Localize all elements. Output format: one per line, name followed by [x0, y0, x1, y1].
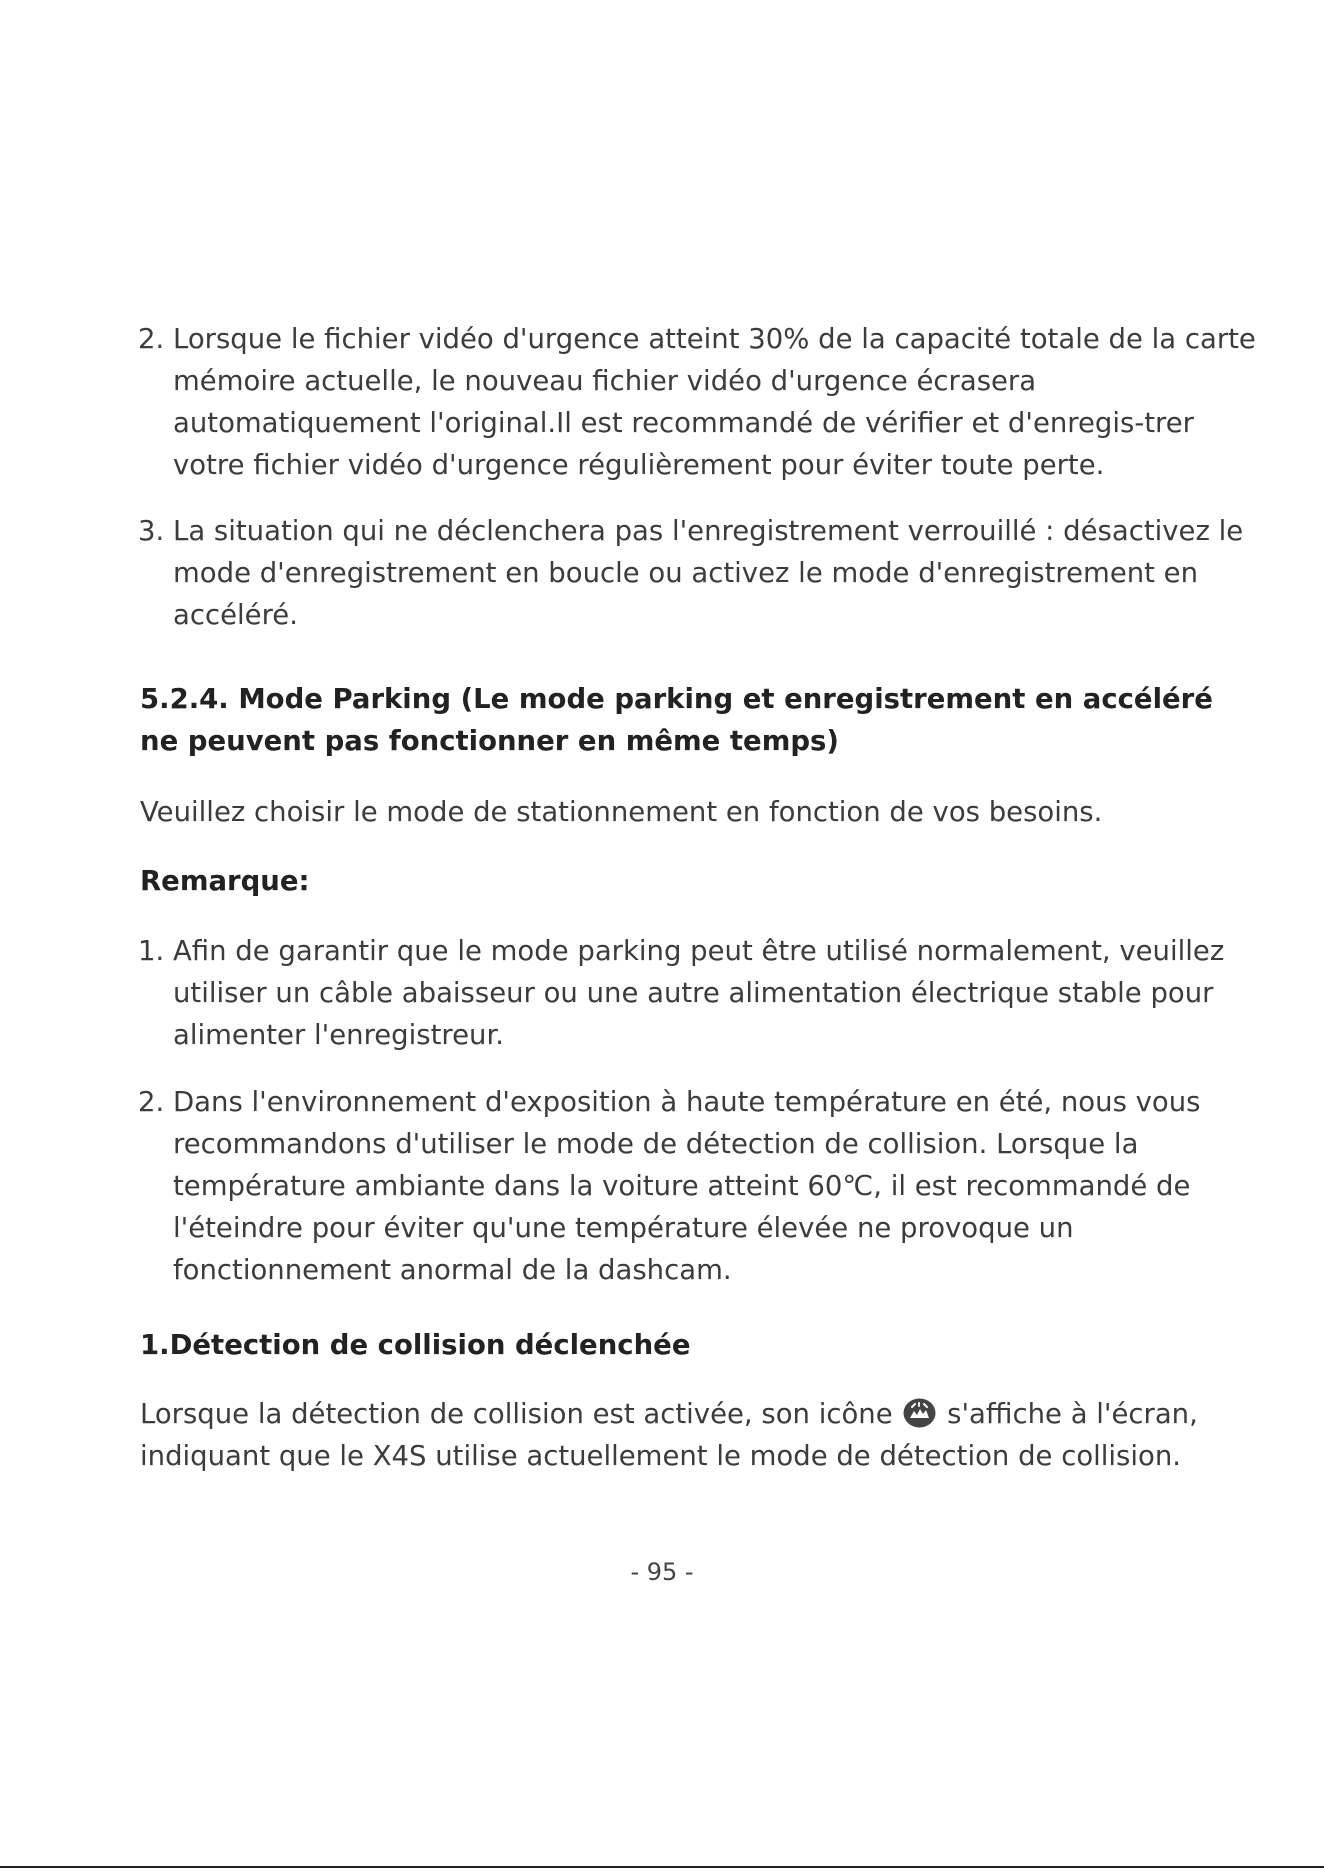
list-item-number: 2. [138, 323, 165, 355]
list-item-text: Lorsque le fichier vidéo d'urgence atteint 30% de la capacité totale de la carte mémoire actuelle, le nouveau fichier vidéo d'urgence écrasera automatiquement l'original.Il est recommandé de vérifier et d'enregis-trer votre fichier vidéo d'urgence régulièrement pour éviter toute perte. [173, 323, 1256, 481]
remark-item-number: 1. [138, 935, 165, 967]
bottom-rule [0, 1866, 1324, 1868]
collision-paragraph [140, 1393, 1260, 1477]
section-heading: 5.2.4. Mode Parking (Le mode parking et enregistrement en accéléré ne peuvent pas fonctionner en même temps) [140, 683, 1213, 757]
collision-detection-icon [903, 1398, 936, 1428]
list-item [138, 318, 1258, 486]
list-item [138, 510, 1258, 636]
remark-item-text: Dans l'environnement d'exposition à haute température en été, nous vous recommandons d'utiliser le mode de détection de collision. Lorsque la température ambiante dans la voiture atteint 60℃, il est recommandé de l'éteindre pour éviter qu'une température élevée ne provoque un fonctionnement anormal de la dashcam. [173, 1086, 1201, 1286]
list-item-number: 3. [138, 515, 165, 547]
remark-item-text: Afin de garantir que le mode parking peut être utilisé normalement, veuillez utiliser un câble abaisseur ou une autre alimentation électrique stable pour alimenter l'enregistreur. [173, 935, 1225, 1051]
remark-item-number: 2. [138, 1086, 165, 1118]
intro-paragraph: Veuillez choisir le mode de stationnement en fonction de vos besoins. [140, 796, 1103, 828]
collision-text-after: s'affiche à l'écran, indiquant que le X4S utilise actuellement le mode de détection de collision. [140, 1398, 1198, 1472]
remark-item [138, 930, 1258, 1056]
list-item-text: La situation qui ne déclenchera pas l'enregistrement verrouillé : désactivez le mode d'enregistrement en boucle ou activez le mode d'enregistrement en accéléré. [173, 515, 1244, 631]
collision-text-before: Lorsque la détection de collision est activée, son icône [140, 1398, 893, 1430]
page-number: - 95 - [630, 1558, 694, 1586]
subsection-heading: 1.Détection de collision déclenchée [140, 1329, 691, 1361]
remark-heading: Remarque: [140, 865, 310, 897]
remark-item [138, 1081, 1258, 1291]
